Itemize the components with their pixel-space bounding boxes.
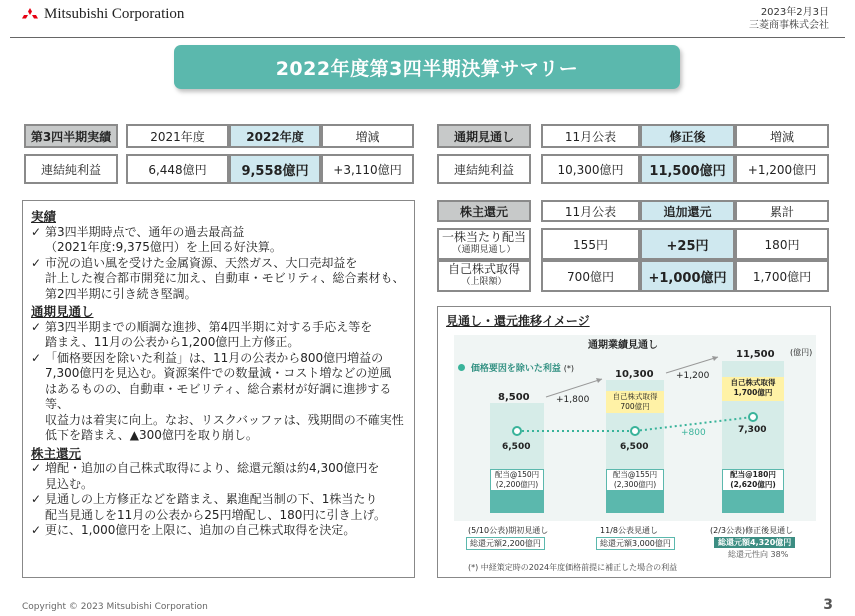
bar2-buyback-sub: 700億円 — [620, 402, 650, 411]
q3-header-label: 第3四半期実績 — [24, 124, 118, 148]
bullet-line: 配当見通しを11月の公表から25円増配し、180円に引き上げ。 — [45, 507, 386, 522]
trend-point-1 — [513, 427, 521, 435]
bullet-line: 見通しの上方修正などを踏まえ、累進配当制の下、1株当たり — [45, 492, 378, 506]
bullet-item — [31, 492, 406, 523]
bar1-return: 総還元額2,200億円 — [466, 537, 545, 550]
copyright: Copyright © 2023 Mitsubishi Corporation — [22, 602, 208, 612]
q3-value-change: +3,110億円 — [321, 154, 414, 184]
q3-header-fy2022: 2022年度 — [229, 124, 321, 148]
bar3-buyback: 自己株式取得 — [730, 378, 776, 387]
bullet-line: 第2四半期に引き続き堅調。 — [45, 286, 197, 301]
return-header-cumulative: 累計 — [735, 200, 829, 222]
bar2-return: 総還元額3,000億円 — [596, 537, 675, 550]
outlook-header-change: 増減 — [735, 124, 829, 148]
return-row-dividend-label — [437, 228, 531, 260]
check-icon: ✓ — [31, 319, 42, 334]
q3-row-label: 連結純利益 — [24, 154, 118, 184]
section-results — [31, 209, 406, 302]
issuer-name: 三菱商事株式会社 — [749, 20, 829, 31]
bar3-buyback-sub: 1,700億円 — [733, 388, 773, 397]
check-icon: ✓ — [31, 523, 42, 537]
legend-label: 価格要因を除いた利益 — [470, 364, 561, 374]
header-divider — [10, 37, 845, 38]
return-header-label: 株主還元 — [437, 200, 531, 222]
section-title: 株主還元 — [31, 445, 82, 461]
bar3-label: (2/3公表)修正後見通し — [710, 526, 794, 535]
outlook-row-label: 連結純利益 — [437, 154, 531, 184]
bar2-label: 11/8公表見通し — [600, 526, 658, 535]
bar1-total: 8,500 — [498, 392, 530, 403]
section-outlook — [31, 304, 406, 444]
bullet-line: 見込む。 — [45, 476, 94, 491]
bullet-line: （2021年度:9,375億円）を上回る好決算。 — [45, 240, 282, 254]
bullet-item — [31, 351, 406, 444]
check-icon: ✓ — [31, 224, 42, 239]
bar3-dividend: 配当@180円 — [730, 470, 776, 479]
bullet-line: 7,300億円を見込む。資源案件での数量減・コスト増などの逆風 — [45, 366, 392, 380]
outlook-value-nov: 10,300億円 — [541, 154, 640, 184]
company-name: Mitsubishi Corporation — [44, 6, 185, 22]
bullet-item — [31, 256, 406, 303]
bullet-item — [31, 225, 406, 256]
date-block — [749, 6, 829, 32]
bar2-total: 10,300 — [615, 369, 654, 380]
page-title: 2022年度第3四半期決算サマリー — [174, 45, 680, 89]
summary-textbox — [22, 200, 415, 578]
bullet-line: 低下を踏まえ、▲300億円を取り崩し。 — [45, 428, 258, 442]
outlook-value-change: +1,200億円 — [735, 154, 829, 184]
section-shareholder-return — [31, 446, 406, 539]
buyback-value-additional: +1,000億円 — [640, 260, 735, 292]
bar3-return: 総還元額4,320億円 — [714, 537, 795, 548]
dividend-value-nov: 155円 — [541, 228, 640, 260]
bar3-dividend-sub: (2,620億円) — [730, 480, 776, 489]
bar1-dividend: 配当@150円 — [494, 470, 540, 479]
check-icon: ✓ — [31, 492, 42, 506]
bullet-line: 「価格要因を除いた利益」は、11月の公表から800億円増益の — [45, 350, 384, 365]
outlook-chart — [437, 306, 831, 578]
dividend-label: 一株当たり配当 — [441, 230, 526, 244]
bar1-base-value: 6,500 — [502, 442, 531, 452]
chart-unit: (億円) — [790, 348, 813, 357]
q3-value-fy2022: 9,558億円 — [229, 154, 321, 184]
trend-point-3 — [749, 413, 757, 421]
buyback-value-cumulative: 1,700億円 — [735, 260, 829, 292]
buyback-sublabel: （上限額） — [461, 277, 507, 287]
bullet-line: はあるものの、自動車・モビリティ、総合素材が好調に進捗する等、 — [45, 381, 392, 411]
check-icon: ✓ — [31, 255, 42, 270]
q3-header-fy2021: 2021年度 — [126, 124, 229, 148]
trend-delta-label: +800 — [681, 428, 706, 438]
bar1-label: (5/10公表)期初見通し — [468, 526, 549, 535]
bullet-line: 計上した複合都市開発に加え、自動車・モビリティ、総合素材も、 — [45, 271, 405, 285]
chart-footnote: (*) 中経策定時の2024年度価格前提に補正した場合の利益 — [468, 563, 678, 572]
bullet-item — [31, 461, 406, 492]
bullet-line: 第3四半期時点で、通年の過去最高益 — [45, 224, 245, 239]
bullet-line: 収益力は着実に向上。なお、リスクバッファは、残期間の不確実性 — [45, 412, 404, 427]
company-logo — [22, 6, 184, 23]
buyback-label: 自己株式取得 — [447, 262, 520, 276]
dividend-value-additional: +25円 — [640, 228, 735, 260]
check-icon: ✓ — [31, 461, 42, 475]
q3-header-change: 増減 — [321, 124, 414, 148]
issue-date: 2023年2月3日 — [760, 7, 829, 18]
trend-point-2 — [631, 427, 639, 435]
check-icon: ✓ — [31, 350, 42, 365]
outlook-header-label: 通期見通し — [437, 124, 531, 148]
outlook-header-nov: 11月公表 — [541, 124, 640, 148]
bullet-line: 市況の追い風を受けた金属資源、天然ガス、大口売却益を — [45, 255, 358, 270]
chart-subtitle: 通期業績見通し — [588, 340, 658, 351]
outlook-header-revised: 修正後 — [640, 124, 735, 148]
section-title: 通期見通し — [31, 304, 94, 319]
return-header-nov: 11月公表 — [541, 200, 640, 222]
arrow-1-label: +1,800 — [556, 395, 590, 405]
section-title: 実績 — [31, 209, 57, 224]
bar2-buyback: 自己株式取得 — [612, 392, 658, 401]
outlook-value-revised: 11,500億円 — [640, 154, 735, 184]
bar3-return-ratio: 総還元性向 38% — [728, 550, 789, 559]
legend-note: (*) — [563, 364, 575, 373]
bullet-line: 増配・追加の自己株式取得により、総還元額は約4,300億円を — [45, 461, 380, 475]
bullet-line: 更に、1,000億円を上限に、追加の自己株式取得を決定。 — [45, 523, 356, 537]
dividend-value-cumulative: 180円 — [735, 228, 829, 260]
bar3-base-value: 7,300 — [738, 425, 767, 435]
return-row-buyback-label — [437, 260, 531, 292]
page-number: 3 — [823, 597, 833, 613]
arrow-2-label: +1,200 — [676, 371, 710, 381]
chart-title: 見通し・還元推移イメージ — [446, 314, 590, 328]
bullet-line: 第3四半期までの順調な進捗、第4四半期に対する手応え等を — [45, 319, 373, 334]
bullet-item — [31, 320, 406, 351]
bar2-dividend: 配当@155円 — [612, 470, 658, 479]
buyback-value-nov: 700億円 — [541, 260, 640, 292]
bullet-line: 踏まえ、11月の公表から1,200億円上方修正。 — [45, 335, 300, 349]
dividend-sublabel: （通期見通し） — [452, 245, 516, 255]
bar2-base-value: 6,500 — [620, 442, 649, 452]
bar1-dividend-sub: (2,200億円) — [495, 480, 539, 489]
bar3-total: 11,500 — [736, 349, 775, 360]
bullet-item — [31, 523, 406, 539]
q3-value-fy2021: 6,448億円 — [126, 154, 229, 184]
bar2-dividend-sub: (2,300億円) — [613, 480, 657, 489]
return-header-additional: 追加還元 — [640, 200, 735, 222]
three-diamonds-icon — [22, 8, 38, 22]
